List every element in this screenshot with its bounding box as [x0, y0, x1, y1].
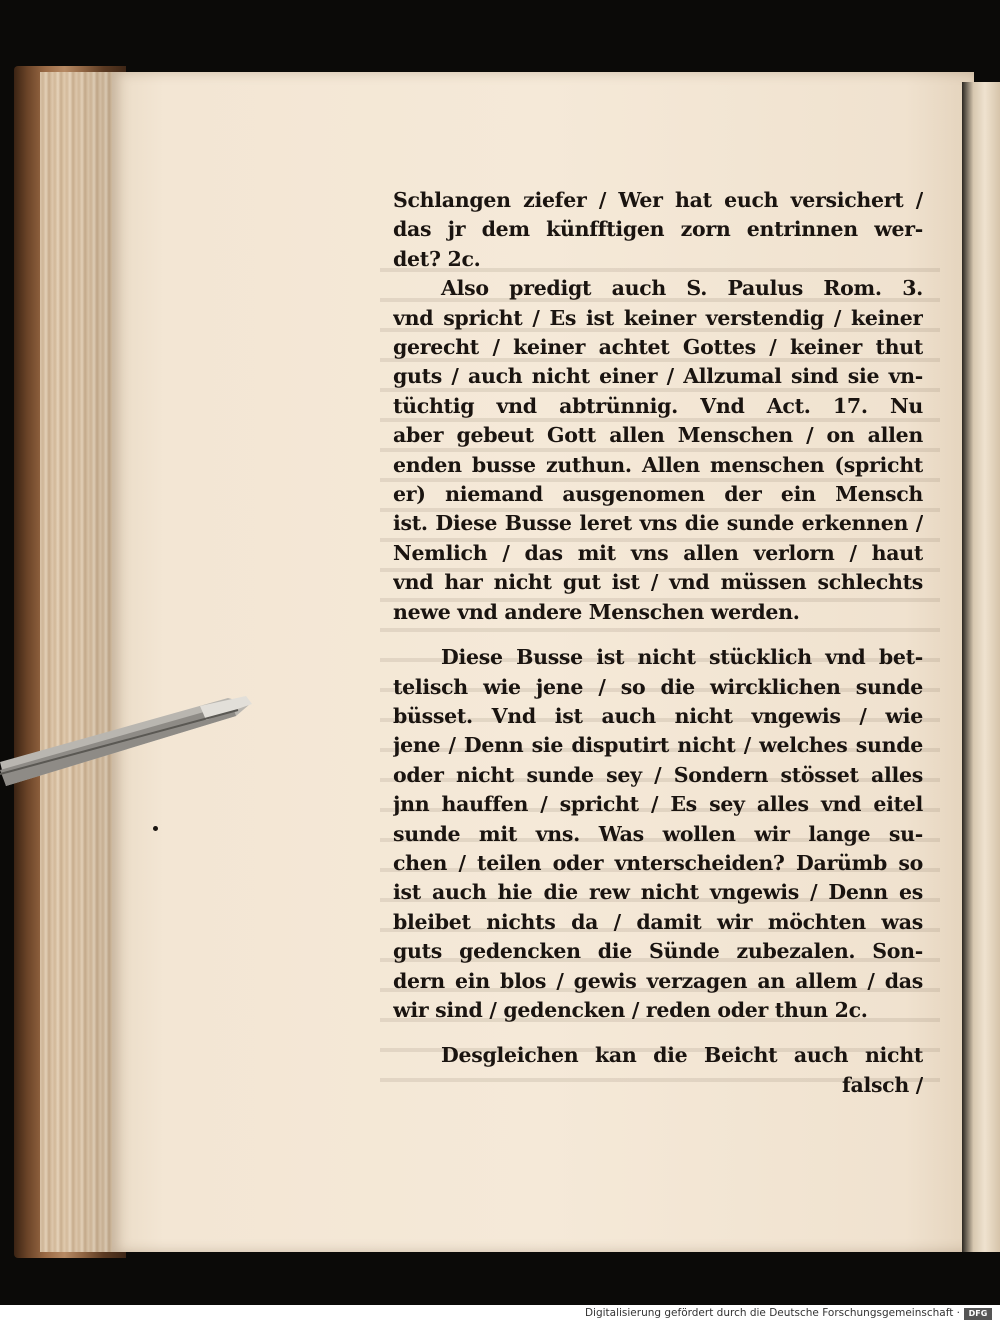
text-line: guts / auch nicht einer / Allzumal sind sie vn-	[393, 364, 923, 389]
footer-bar	[0, 1305, 1000, 1323]
text-line: oder nicht sunde sey / Sondern stösset alles	[393, 762, 923, 787]
text-line: tüchtig vnd abtrünnig. Vnd Act. 17. Nu	[393, 393, 923, 418]
paragraph-gap	[393, 627, 923, 643]
facing-page-edge	[962, 82, 1000, 1252]
text-line: det? 2c.	[393, 246, 481, 271]
paragraph-gap	[393, 1025, 923, 1041]
text-line: wir sind / gedencken / reden oder thun 2c.	[393, 997, 868, 1022]
text-line: dern ein blos / gewis verzagen an allem / das	[393, 968, 923, 993]
text-line: newe vnd andere Menschen werden.	[393, 599, 800, 624]
text-line: enden busse zuthun. Allen menschen (spricht	[393, 452, 923, 477]
pointer-stick-icon	[0, 690, 260, 800]
page-text	[393, 186, 923, 1100]
text-line: bleibet nichts da / damit wir möchten was	[393, 909, 923, 934]
text-line: vnd har nicht gut ist / vnd müssen schlechts	[393, 570, 923, 595]
text-line: jene / Denn sie disputirt nicht / welches sunde	[393, 733, 923, 758]
text-line: er) niemand ausgenomen der ein Mensch	[393, 482, 923, 507]
text-line: Also predigt auch S. Paulus Rom. 3.	[441, 276, 923, 301]
text-line: jnn hauffen / spricht / Es sey alles vnd eitel	[393, 792, 923, 817]
text-line: sunde mit vns. Was wollen wir lange su-	[393, 821, 923, 846]
ink-dot	[153, 826, 158, 831]
text-line: ist auch hie die rew nicht vngewis / Denn es	[393, 880, 923, 905]
text-line: aber gebeut Gott allen Menschen / on allen	[393, 423, 923, 448]
catchword: falsch /	[841, 1072, 923, 1097]
text-line: guts gedencken die Sünde zubezalen. Son-	[393, 939, 923, 964]
text-line: vnd spricht / Es ist keiner verstendig / keiner	[393, 305, 923, 330]
text-line: das jr dem künfftigen zorn entrinnen wer-	[393, 217, 923, 242]
footer-credit: Digitalisierung gefördert durch die Deutsche Forschungsgemeinschaft ·	[584, 1307, 960, 1319]
text-line: Diese Busse ist nicht stücklich vnd bet-	[441, 645, 923, 670]
text-line: gerecht / keiner achtet Gottes / keiner thut	[393, 335, 923, 360]
text-line: Nemlich / das mit vns allen verlorn / haut	[393, 540, 923, 565]
text-line: Desgleichen kan die Beicht auch nicht	[441, 1043, 923, 1068]
text-line: büsset. Vnd ist auch nicht vngewis / wie	[393, 703, 923, 728]
text-line: Schlangen ziefer / Wer hat euch versichert /	[393, 188, 923, 212]
text-line: telisch wie jene / so die wircklichen sunde	[393, 674, 923, 699]
dfg-logo-icon: DFG	[964, 1308, 992, 1320]
text-line: chen / teilen oder vnterscheiden? Darümb so	[393, 850, 923, 875]
text-line: ist. Diese Busse leret vns die sunde erkennen /	[393, 511, 923, 536]
